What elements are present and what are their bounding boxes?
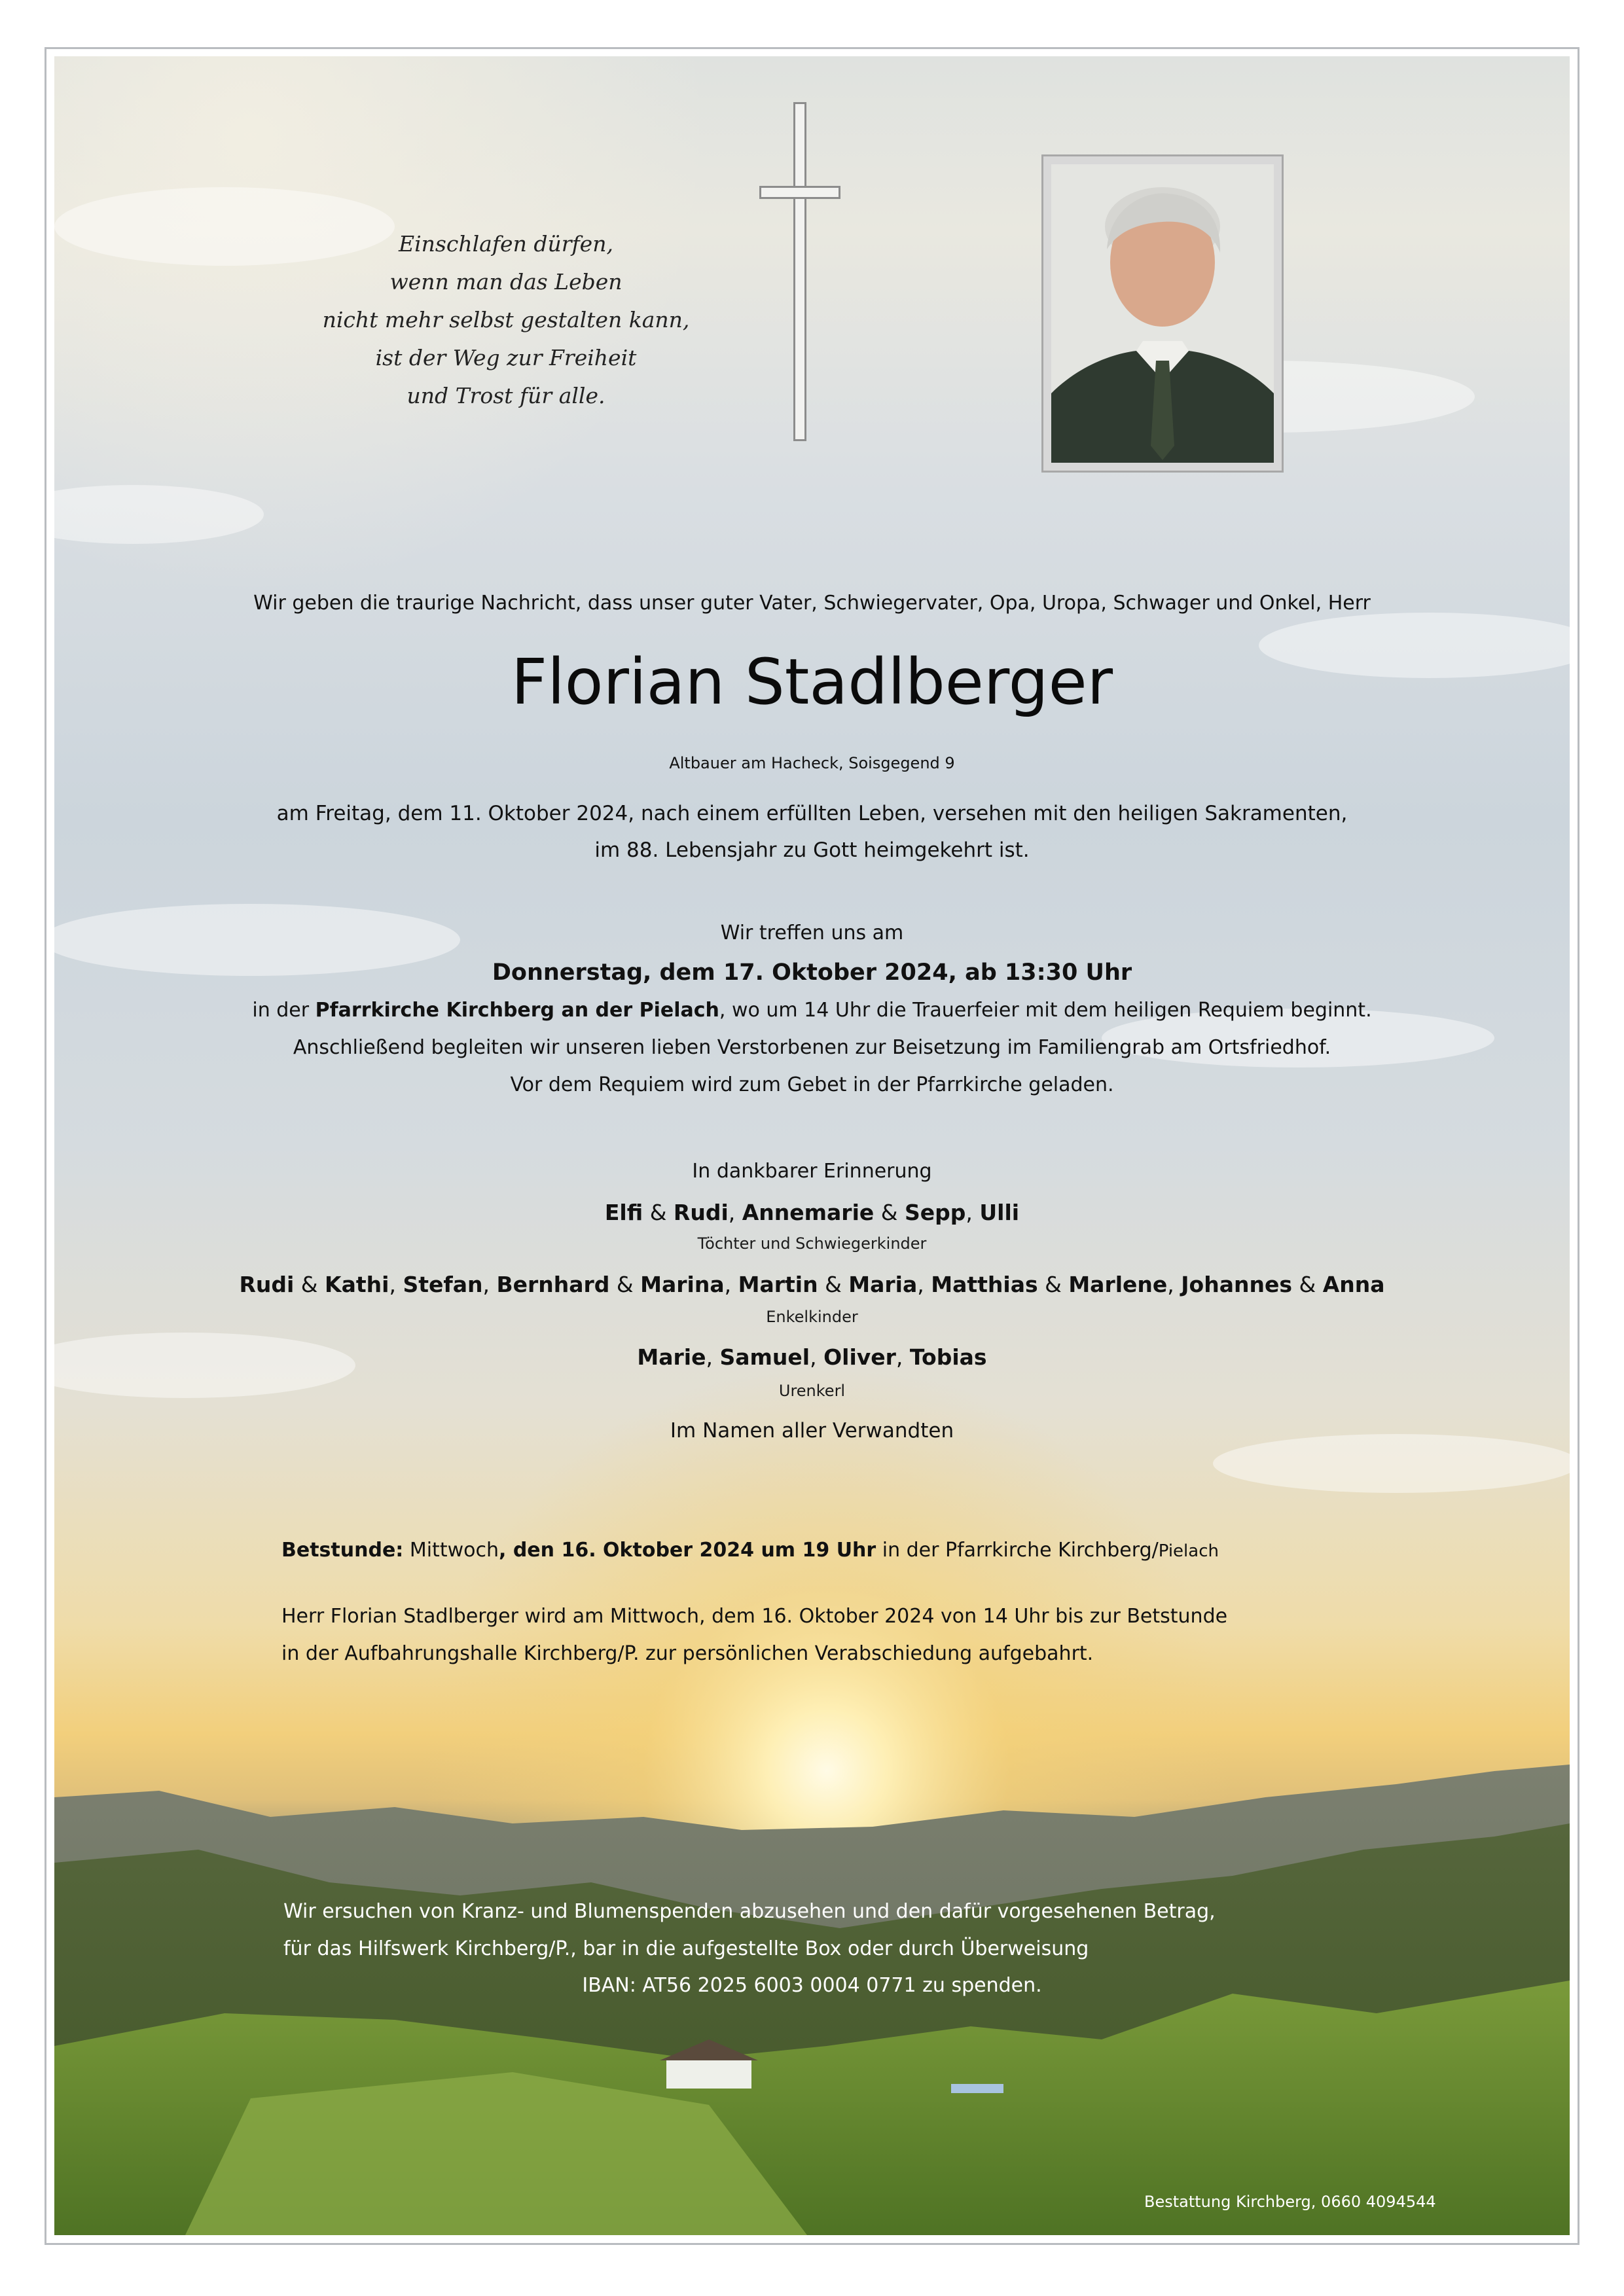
grandchild-name: Anna bbox=[1322, 1272, 1385, 1297]
grandchildren-label: Enkelkinder bbox=[766, 1308, 858, 1326]
prayer-hour-label: Betstunde: bbox=[281, 1539, 404, 1562]
burial-line: Anschließend begleiten wir unseren lieben Verstorbenen zur Beisetzung im Familiengrab am Ortsfriedhof. bbox=[293, 1036, 1331, 1059]
mourners-intro: In dankbarer Erinnerung bbox=[692, 1160, 932, 1183]
obituary-card bbox=[54, 56, 1570, 2235]
grandchild-name: Martin bbox=[738, 1272, 818, 1297]
great-grandchildren-label: Urenkerl bbox=[778, 1382, 846, 1400]
relatives-line: Im Namen aller Verwandten bbox=[670, 1419, 954, 1443]
child-name: Rudi bbox=[673, 1200, 729, 1225]
prayer-hour-line bbox=[281, 1539, 1219, 1562]
funeral-home-footer: Bestattung Kirchberg, 0660 4094544 bbox=[1144, 2193, 1436, 2211]
deceased-name: Florian Stadlberger bbox=[511, 645, 1113, 719]
grandchild-name: Rudi bbox=[239, 1272, 295, 1297]
grandchild-name: Marina bbox=[640, 1272, 725, 1297]
funeral-date: Donnerstag, dem 17. Oktober 2024, ab 13:30 Uhr bbox=[492, 960, 1132, 986]
child-name: Sepp bbox=[905, 1200, 966, 1225]
grandchild-name: Johannes bbox=[1181, 1272, 1293, 1297]
donation-line-1: Wir ersuchen von Kranz- und Blumenspenden abzusehen und den dafür vorgesehenen Betrag, bbox=[283, 1900, 1216, 1923]
great-grandchild-name: Tobias bbox=[909, 1344, 987, 1370]
children-label: Töchter und Schwiegerkinder bbox=[697, 1234, 927, 1253]
child-name: Elfi bbox=[604, 1200, 643, 1225]
funeral-place-line bbox=[54, 999, 1570, 1022]
funeral-place-prefix: in der bbox=[252, 999, 316, 1022]
portrait-frame bbox=[1041, 154, 1284, 473]
grandchild-name: Kathi bbox=[325, 1272, 389, 1297]
prayer-note: Vor dem Requiem wird zum Gebet in der Pfarrkirche geladen. bbox=[510, 1073, 1114, 1096]
grandchild-name: Marlene bbox=[1068, 1272, 1168, 1297]
great-grandchild-name: Samuel bbox=[719, 1344, 810, 1370]
grandchild-name: Bernhard bbox=[496, 1272, 610, 1297]
verse-line: und Trost für alle. bbox=[406, 383, 605, 408]
grandchild-name: Maria bbox=[848, 1272, 918, 1297]
death-line-1: am Freitag, dem 11. Oktober 2024, nach einem erfüllten Leben, versehen mit den heiligen Sakramenten, bbox=[276, 802, 1348, 825]
portrait-photo bbox=[1051, 164, 1274, 463]
viewing-line-1: Herr Florian Stadlberger wird am Mittwoch, dem 16. Oktober 2024 von 14 Uhr bis zur Betstunde bbox=[281, 1605, 1228, 1628]
funeral-place-suffix: , wo um 14 Uhr die Trauerfeier mit dem heiligen Requiem beginnt. bbox=[719, 999, 1372, 1022]
verse-line: ist der Weg zur Freiheit bbox=[375, 345, 637, 370]
children-names: Elfi & Rudi, Annemarie & Sepp, Ulli bbox=[604, 1200, 1020, 1225]
funeral-church: Pfarrkirche Kirchberg an der Pielach bbox=[315, 999, 719, 1022]
prayer-hour-date: , den 16. Oktober 2024 um 19 Uhr bbox=[498, 1539, 876, 1562]
announcement: Wir geben die traurige Nachricht, dass unser guter Vater, Schwiegervater, Opa, Uropa, Schwager und Onkel, Herr bbox=[253, 592, 1371, 615]
great-grandchild-name: Oliver bbox=[823, 1344, 896, 1370]
child-name: Ulli bbox=[979, 1200, 1020, 1225]
bench bbox=[951, 2084, 1003, 2093]
prayer-hour-place-small: Pielach bbox=[1158, 1541, 1219, 1561]
verse-line: Einschlafen dürfen, bbox=[399, 231, 613, 257]
grandchildren-names: Rudi & Kathi, Stefan, Bernhard & Marina, Martin & Maria, Matthias & Marlene, Johannes & Anna bbox=[239, 1272, 1385, 1297]
child-name: Annemarie bbox=[742, 1200, 875, 1225]
viewing-line-2: in der Aufbahrungshalle Kirchberg/P. zur persönlichen Verabschiedung aufgebahrt. bbox=[281, 1642, 1094, 1665]
funeral-intro: Wir treffen uns am bbox=[720, 922, 904, 944]
great-grandchild-name: Marie bbox=[637, 1344, 706, 1370]
prayer-hour-place: in der Pfarrkirche Kirchberg/ bbox=[876, 1539, 1159, 1562]
verse bbox=[225, 225, 787, 415]
death-line-2: im 88. Lebensjahr zu Gott heimgekehrt ist. bbox=[594, 838, 1030, 862]
grandchild-name: Matthias bbox=[931, 1272, 1038, 1297]
donation-iban: IBAN: AT56 2025 6003 0004 0771 zu spenden. bbox=[582, 1974, 1042, 1997]
deceased-subtitle: Altbauer am Hacheck, Soisgegend 9 bbox=[669, 754, 955, 772]
verse-line: wenn man das Leben bbox=[389, 269, 623, 295]
great-grandchildren-names: Marie, Samuel, Oliver, Tobias bbox=[637, 1344, 987, 1370]
verse-line: nicht mehr selbst gestalten kann, bbox=[322, 307, 690, 332]
grandchild-name: Stefan bbox=[403, 1272, 483, 1297]
donation-line-2: für das Hilfswerk Kirchberg/P., bar in die aufgestellte Box oder durch Überweisung bbox=[283, 1937, 1089, 1960]
prayer-hour-day: Mittwoch bbox=[403, 1539, 499, 1562]
